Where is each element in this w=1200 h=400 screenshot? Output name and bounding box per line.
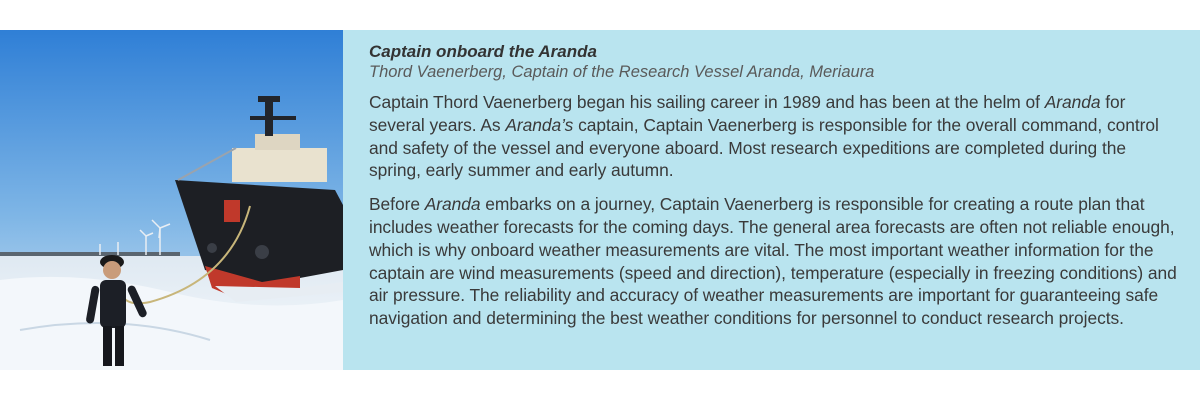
paragraph-2-vessel-name: Aranda <box>424 194 481 215</box>
paragraph-1-vessel-possessive: Aranda’s <box>505 114 574 135</box>
article-title: Captain onboard the Aranda <box>369 42 597 61</box>
paragraph-1-text-c: for several years. As <box>369 92 1126 135</box>
paragraph-1-text-e: captain, Captain Vaenerberg is responsible for the overall command, control and safety of the vessel and everyone aboard. Most research expeditions are completed during the spring, early summer and early autumn. <box>369 114 1159 181</box>
paragraph-1-text-a: Captain Thord Vaenerberg began his sailing career in 1989 and has been at the helm of <box>369 92 1045 112</box>
article-text-panel <box>343 30 1200 370</box>
paragraph-1-vessel-name: Aranda <box>1044 92 1101 112</box>
paragraph-2-text-a: Before <box>369 194 425 215</box>
paragraph-1 <box>369 91 1178 182</box>
paragraph-2 <box>369 193 1178 330</box>
article-card <box>0 30 1200 370</box>
ship-photo <box>0 30 343 370</box>
paragraph-2-text-c: embarks on a journey, Captain Vaenerberg is responsible for creating a route plan that includes weather forecasts for the coming days. The general area forecasts are often not reliable enough, which is why onboard weather measurements are vital. The most important weather information for the captain are wind measurements (speed and direction), temperature (especially in freezing conditions) and air pressure. The reliability and accuracy of weather measurements are important for guaranteeing safe navigation and determining the best weather conditions for personnel to conduct research projects. <box>369 194 1177 329</box>
article-subtitle: Thord Vaenerberg, Captain of the Research Vessel Aranda, Meriaura <box>369 63 875 81</box>
